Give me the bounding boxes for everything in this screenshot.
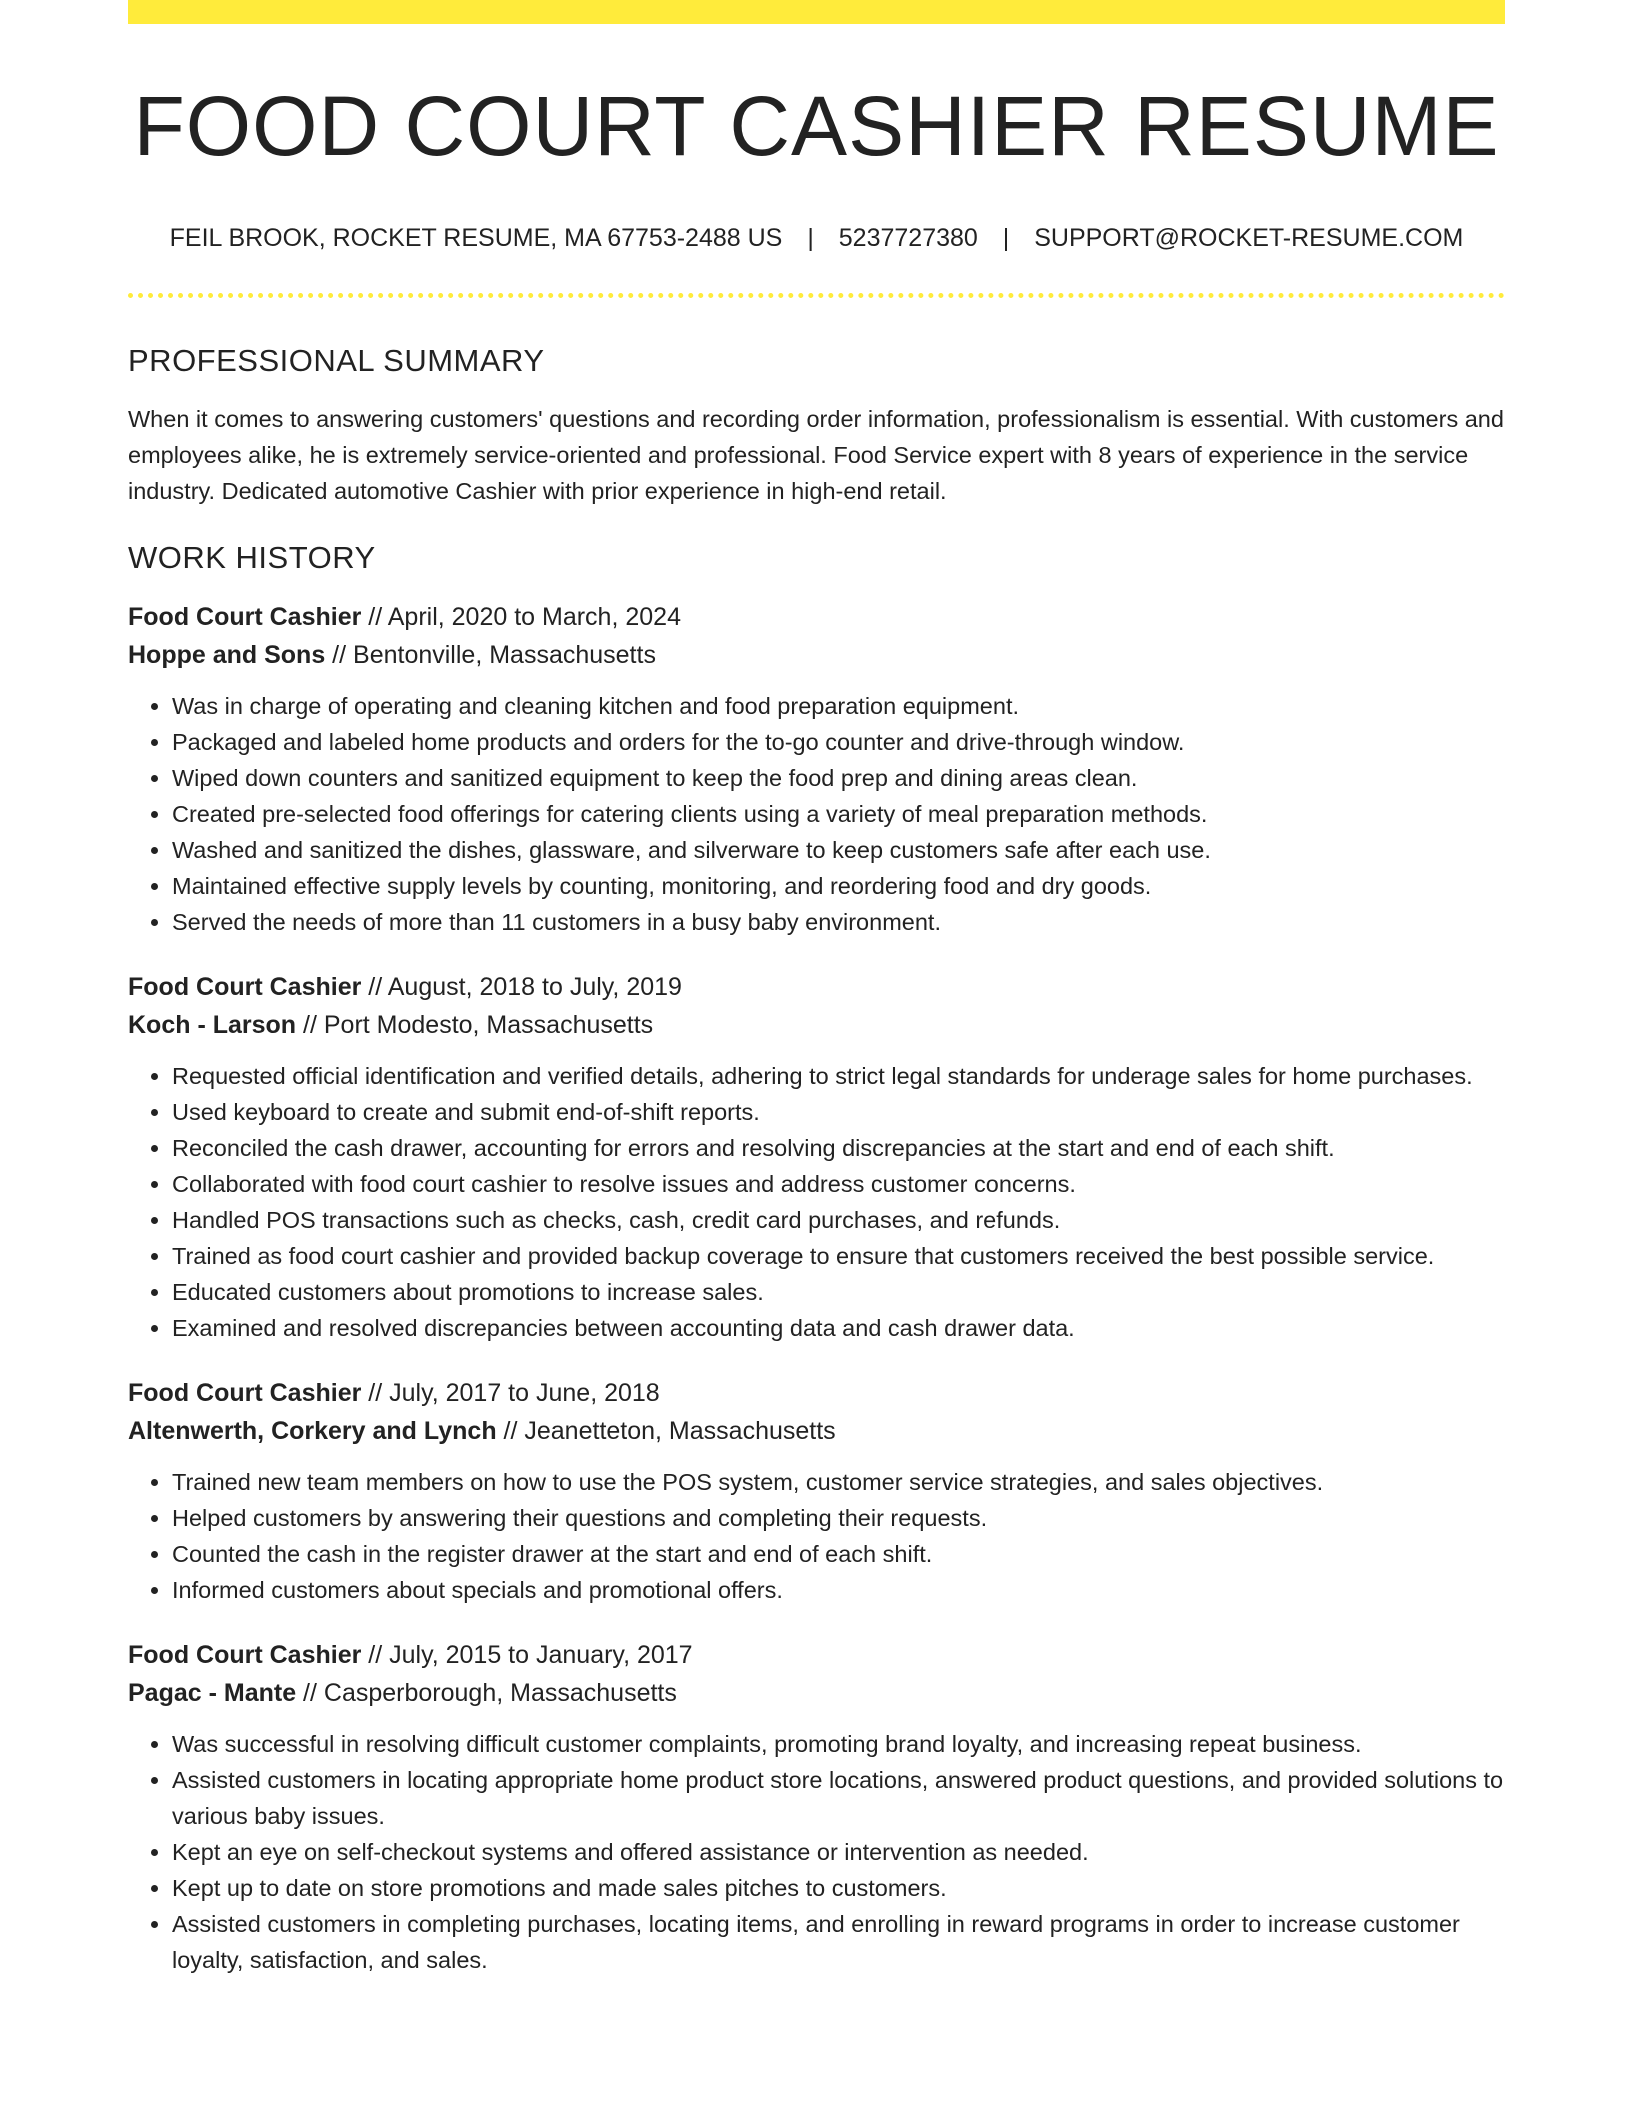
job-dates: // April, 2020 to March, 2024 (361, 602, 681, 631)
job-duty-item: • Kept an eye on self-checkout systems and offered assistance or intervention as needed. (172, 1834, 1505, 1870)
job-location: // Jeanetteton, Massachusetts (496, 1416, 836, 1445)
job-title: Food Court Cashier (128, 1640, 362, 1669)
job-duty-item: • Assisted customers in locating appropriate home product store locations, answered product questions, and provided solutions to various baby issues. (172, 1762, 1505, 1834)
job-duties-list (128, 688, 1505, 940)
job-duties-list (128, 1058, 1505, 1346)
job-title: Food Court Cashier (128, 602, 362, 631)
job-duty-item: • Educated customers about promotions to increase sales. (172, 1274, 1505, 1310)
job-duty-item: • Handled POS transactions such as checks, cash, credit card purchases, and refunds. (172, 1202, 1505, 1238)
job-duties-list (128, 1726, 1505, 1978)
job-duty-item: • Was successful in resolving difficult customer complaints, promoting brand loyalty, and increasing repeat business. (172, 1726, 1505, 1762)
work-history-list (128, 598, 1505, 1978)
job-title-line (128, 598, 1505, 636)
contact-phone: 5237727380 (838, 223, 978, 252)
job-duty-item: • Wiped down counters and sanitized equipment to keep the food prep and dining areas clean. (172, 760, 1505, 796)
job-company-line (128, 1674, 1505, 1712)
job-company-line (128, 1412, 1505, 1450)
job-duty-item: • Washed and sanitized the dishes, glassware, and silverware to keep customers safe after each use. (172, 832, 1505, 868)
job-duty-item: • Trained new team members on how to use the POS system, customer service strategies, and sales objectives. (172, 1464, 1505, 1500)
job-duty-item: • Kept up to date on store promotions and made sales pitches to customers. (172, 1870, 1505, 1906)
job-duty-item: • Counted the cash in the register drawer at the start and end of each shift. (172, 1536, 1505, 1572)
job-entry (128, 968, 1505, 1346)
job-duty-item: • Was in charge of operating and cleaning kitchen and food preparation equipment. (172, 688, 1505, 724)
dotted-divider (128, 293, 1505, 298)
work-history-heading: WORK HISTORY (128, 539, 376, 575)
job-duty-item: • Assisted customers in completing purchases, locating items, and enrolling in reward programs in order to increase customer loyalty, satisfaction, and sales. (172, 1906, 1505, 1978)
job-dates: // August, 2018 to July, 2019 (361, 972, 682, 1001)
job-duty-item: • Maintained effective supply levels by counting, monitoring, and reordering food and dry goods. (172, 868, 1505, 904)
job-company-line (128, 636, 1505, 674)
summary-text: When it comes to answering customers' questions and recording order information, professionalism is essential. With customers and employees alike, he is extremely service-oriented and professional. Food Service expert with 8 years of experience in the service industry. Dedicated automotive Cashier with prior experience in high-end retail. (128, 405, 1504, 504)
job-title-line (128, 968, 1505, 1006)
job-location: // Port Modesto, Massachusetts (296, 1010, 654, 1039)
accent-top-bar (128, 0, 1505, 24)
job-duty-item: • Helped customers by answering their questions and completing their requests. (172, 1500, 1505, 1536)
job-duties-list (128, 1464, 1505, 1608)
job-dates: // July, 2015 to January, 2017 (361, 1640, 693, 1669)
job-entry (128, 1374, 1505, 1608)
job-entry (128, 1636, 1505, 1978)
contact-separator: | (1002, 223, 1010, 252)
job-dates: // July, 2017 to June, 2018 (361, 1378, 660, 1407)
contact-email: SUPPORT@ROCKET-RESUME.COM (1034, 223, 1464, 252)
resume-title: FOOD COURT CASHIER RESUME (133, 79, 1500, 173)
job-title: Food Court Cashier (128, 972, 362, 1001)
job-company: Koch - Larson (128, 1010, 297, 1039)
job-duty-item: • Examined and resolved discrepancies between accounting data and cash drawer data. (172, 1310, 1505, 1346)
job-location: // Bentonville, Massachusetts (325, 640, 656, 669)
job-company: Altenwerth, Corkery and Lynch (128, 1416, 497, 1445)
job-duty-item: • Used keyboard to create and submit end-of-shift reports. (172, 1094, 1505, 1130)
job-title-line (128, 1636, 1505, 1674)
job-company-line (128, 1006, 1505, 1044)
job-duty-item: • Reconciled the cash drawer, accounting for errors and resolving discrepancies at the start and end of each shift. (172, 1130, 1505, 1166)
job-duty-item: • Packaged and labeled home products and orders for the to-go counter and drive-through window. (172, 724, 1505, 760)
job-duty-item: • Collaborated with food court cashier to resolve issues and address customer concerns. (172, 1166, 1505, 1202)
job-duty-item: • Served the needs of more than 11 customers in a busy baby environment. (172, 904, 1505, 940)
job-duty-item: • Trained as food court cashier and provided backup coverage to ensure that customers received the best possible service. (172, 1238, 1505, 1274)
job-duty-item: • Requested official identification and verified details, adhering to strict legal standards for underage sales for home purchases. (172, 1058, 1505, 1094)
job-entry (128, 598, 1505, 940)
job-company: Pagac - Mante (128, 1678, 297, 1707)
contact-line (128, 223, 1505, 253)
job-title-line (128, 1374, 1505, 1412)
job-title: Food Court Cashier (128, 1378, 362, 1407)
resume-page (128, 0, 1505, 1978)
contact-address: FEIL BROOK, ROCKET RESUME, MA 67753-2488 US (169, 223, 783, 252)
contact-separator: | (807, 223, 814, 252)
job-location: // Casperborough, Massachusetts (296, 1678, 677, 1707)
job-company: Hoppe and Sons (128, 640, 326, 669)
summary-heading: PROFESSIONAL SUMMARY (128, 342, 545, 378)
job-duty-item: • Informed customers about specials and promotional offers. (172, 1572, 1505, 1608)
job-duty-item: • Created pre-selected food offerings for catering clients using a variety of meal preparation methods. (172, 796, 1505, 832)
